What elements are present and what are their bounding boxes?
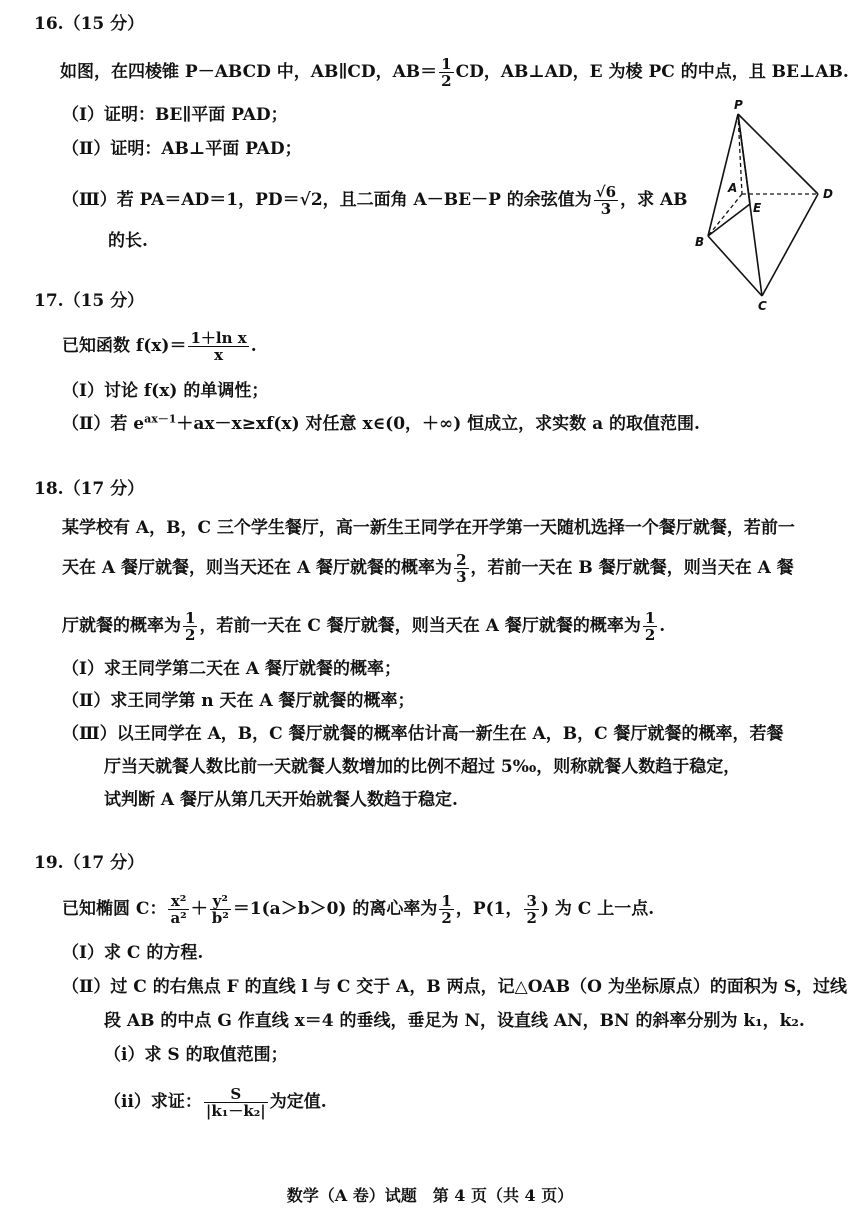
label-P: P (734, 98, 743, 112)
q18-line2-frac-den: 3 (456, 568, 467, 586)
q16-stem-fraction (439, 56, 453, 89)
pyramid-figure (690, 96, 840, 316)
q18-line3-frac2-num: 1 (644, 609, 656, 627)
q16-stem-frac-den: 2 (441, 72, 452, 90)
q18-line3 (62, 610, 665, 643)
q16-part3-prefix: （Ⅲ）若 PA＝AD＝1，PD＝√2，且二面角 A－BE－P 的余弦值为 (62, 190, 592, 210)
q17-part2-suffix: ＋ax－x≥xf(x) 对任意 x∈(0，＋∞) 恒成立，求实数 a 的取值范围. (176, 414, 700, 434)
q19-part1: （Ⅰ）求 C 的方程. (62, 943, 204, 963)
q19-frac-x-den: a² (170, 909, 187, 927)
q19-sub2-prefix: （ⅱ）求证： (104, 1092, 202, 1112)
q16-stem-suffix: CD，AB⊥AD，E 为棱 PC 的中点，且 BE⊥AB. (455, 62, 849, 82)
q17-stem-suffix: . (250, 336, 257, 356)
q19-frac-y-num: y² (210, 893, 231, 910)
q19-frac-e-num: 1 (441, 892, 452, 910)
q18-part1: （Ⅰ）求王同学第二天在 A 餐厅就餐的概率； (62, 659, 401, 679)
q19-sub1: （ⅰ）求 S 的取值范围； (104, 1045, 288, 1065)
q18-line2-fraction (454, 552, 468, 585)
q16-part3-line2: 的长. (108, 231, 148, 251)
label-C: C (758, 299, 767, 313)
q18-line3-fraction1 (183, 610, 197, 643)
label-B: B (695, 235, 705, 249)
edge-PD (738, 114, 818, 194)
q16-header: 16.（15 分） (34, 14, 145, 34)
q17-part2-prefix: （Ⅱ）若 e (62, 414, 145, 434)
q16-stem (60, 56, 849, 89)
q19-frac-x (168, 893, 188, 926)
q19-header: 19.（17 分） (34, 853, 145, 873)
q18-line3-fraction2 (643, 610, 657, 643)
q19-stem-b: ＝1(a＞b＞0) 的离心率为 (232, 899, 438, 919)
q16-part3-suffix: ，求 AB (620, 190, 688, 210)
q17-part2 (62, 413, 700, 435)
q18-line3-prefix: 厅就餐的概率为 (62, 616, 181, 636)
q19-frac-x-num: x² (168, 893, 188, 910)
q18-line2-suffix: ，若前一天在 B 餐厅就餐，则当天在 A 餐 (470, 558, 794, 578)
q19-frac-p-num: 3 (526, 892, 537, 910)
q19-sub2 (104, 1086, 327, 1119)
q17-header: 17.（15 分） (34, 291, 145, 311)
q19-frac-y-den: b² (211, 909, 229, 927)
q18-line2-prefix: 天在 A 餐厅就餐，则当天还在 A 餐厅就餐的概率为 (62, 558, 453, 578)
q16-part3-fraction (594, 184, 618, 217)
q19-stem (62, 893, 654, 926)
q19-part2-line1: （Ⅱ）过 C 的右焦点 F 的直线 l 与 C 交于 A，B 两点，记△OAB（O 为坐标原点）的面积为 S，过线 (62, 977, 848, 997)
q16-stem-prefix: 如图，在四棱锥 P－ABCD 中，AB∥CD，AB＝ (60, 62, 438, 82)
q19-frac-p-den: 2 (526, 909, 537, 927)
q19-frac-e (439, 893, 453, 926)
q16-part3-frac-den: 3 (600, 200, 612, 218)
q19-sub2-frac-num: S (204, 1086, 268, 1103)
q19-sub2-suffix: 为定值. (269, 1092, 327, 1112)
q18-header: 18.（17 分） (34, 479, 145, 499)
q17-stem (62, 330, 257, 363)
q16-part3 (62, 184, 688, 217)
q18-line2-frac-num: 2 (456, 551, 467, 569)
q17-stem-prefix: 已知函数 f(x)＝ (62, 336, 187, 356)
q19-sub2-fraction (204, 1086, 268, 1119)
label-A: A (728, 181, 738, 195)
q19-frac-p (524, 893, 538, 926)
q19-sub2-frac-den: |k₁－k₂| (205, 1102, 266, 1120)
q18-line3-mid: ，若前一天在 C 餐厅就餐，则当天在 A 餐厅就餐的概率为 (199, 616, 641, 636)
q18-line3-frac1-num: 1 (185, 609, 196, 627)
q18-part3-line3: 试判断 A 餐厅从第几天开始就餐人数趋于稳定. (104, 790, 458, 810)
q19-stem-d: ) 为 C 上一点. (540, 899, 655, 919)
label-E: E (753, 201, 762, 215)
q19-frac-e-den: 2 (441, 909, 452, 927)
q19-part2-line2: 段 AB 的中点 G 作直线 x＝4 的垂线，垂足为 N，设直线 AN，BN 的斜率分别为 k₁，k₂. (104, 1011, 805, 1031)
q18-line3-suffix: . (659, 616, 666, 636)
q18-line3-frac2-den: 2 (644, 626, 656, 644)
edge-DC (762, 194, 818, 296)
q17-stem-fraction (188, 330, 248, 363)
q19-frac-y (210, 893, 231, 926)
q16-part2: （Ⅱ）证明：AB⊥平面 PAD； (62, 139, 302, 159)
q16-part3-frac-num: √6 (595, 183, 617, 201)
q16-stem-frac-num: 1 (441, 55, 452, 73)
q18-part3-line2: 厅当天就餐人数比前一天就餐人数增加的比例不超过 5‰，则称就餐人数趋于稳定， (104, 757, 741, 777)
q16-part1: （Ⅰ）证明：BE∥平面 PAD； (62, 105, 288, 125)
q18-part3-line1: （Ⅲ）以王同学在 A，B，C 餐厅就餐的概率估计高一新生在 A，B，C 餐厅就餐的概率，若餐 (62, 724, 784, 744)
q18-line2 (62, 552, 794, 585)
q17-stem-frac-den: x (214, 346, 224, 364)
edge-BC (708, 236, 762, 296)
q18-line1: 某学校有 A，B，C 三个学生餐厅，高一新生王同学在开学第一天随机选择一个餐厅就餐，若前一 (62, 518, 795, 538)
q17-stem-frac-num: 1＋ln x (190, 329, 247, 347)
q19-stem-a: 已知椭圆 C： (62, 899, 167, 919)
label-D: D (823, 187, 833, 201)
q18-part2: （Ⅱ）求王同学第 n 天在 A 餐厅就餐的概率； (62, 691, 415, 711)
q19-stem-plus: ＋ (190, 899, 208, 919)
page-footer: 数学（A 卷）试题 第 4 页（共 4 页） (286, 1186, 574, 1205)
q17-part2-exponent: ax－1 (144, 412, 177, 426)
q19-stem-c: ，P(1， (455, 899, 523, 919)
q18-line3-frac1-den: 2 (185, 626, 196, 644)
q17-part1: （Ⅰ）讨论 f(x) 的单调性； (62, 381, 269, 401)
